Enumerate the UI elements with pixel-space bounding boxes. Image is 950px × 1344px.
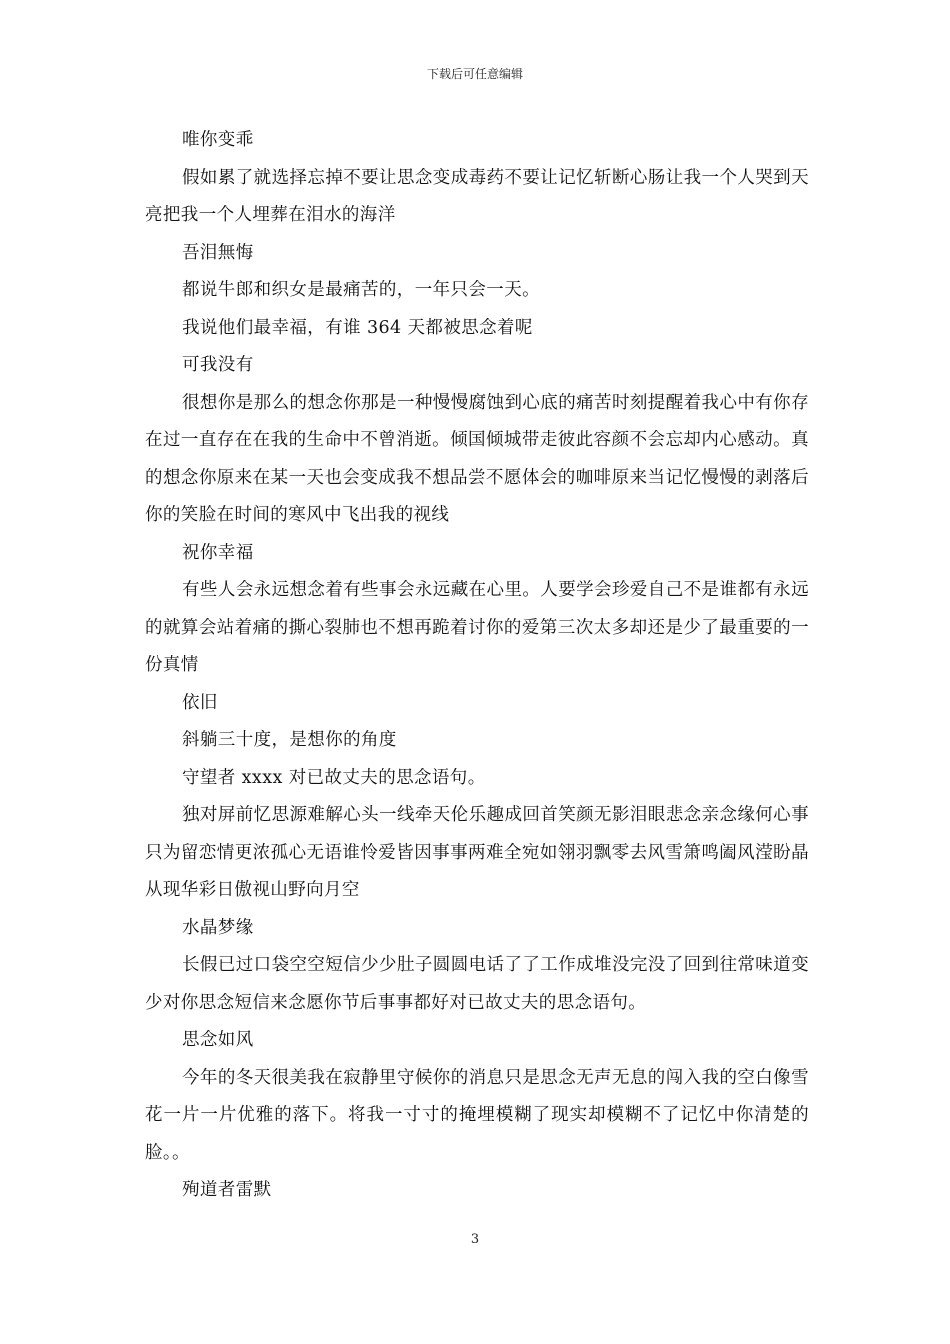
paragraph: 吾泪無悔 <box>182 242 254 263</box>
document-body <box>145 122 809 1210</box>
paragraph: 假如累了就选择忘掉不要让思念变成毒药不要让记忆斩断心肠让我一个人哭到天亮把我一个人埋葬在泪水的海洋 <box>145 167 809 225</box>
paragraph: 唯你变乖 <box>182 130 254 150</box>
paragraph: 我说他们最幸福，有谁 364 天都被思念着呢 <box>182 317 533 338</box>
paragraph: 依旧 <box>182 692 218 713</box>
paragraph: 可我没有 <box>182 355 254 375</box>
paragraph: 很想你是那么的想念你那是一种慢慢腐蚀到心底的痛苦时刻提醒着我心中有你存在过一直存在在我的生命中不曾消逝。倾国倾城带走彼此容颜不会忘却内心感动。真的想念你原来在某一天也会变成我不想品尝不愿体会的咖啡原来当记忆慢慢的剥落后你的笑脸在时间的寒风中飞出我的视线 <box>145 392 809 525</box>
paragraph: 今年的冬天很美我在寂静里守候你的消息只是思念无声无息的闯入我的空白像雪花一片一片优雅的落下。将我一寸寸的掩埋模糊了现实却模糊不了记忆中你清楚的脸。。 <box>145 1067 809 1163</box>
paragraph: 有些人会永远想念着有些事会永远藏在心里。人要学会珍爱自己不是谁都有永远的就算会站着痛的撕心裂肺也不想再跪着讨你的爱第三次太多却还是少了最重要的一份真情 <box>145 580 809 675</box>
paragraph: 水晶梦缘 <box>182 917 254 938</box>
paragraph: 思念如风 <box>182 1030 254 1050</box>
paragraph: 斜躺三十度，是想你的角度 <box>182 730 397 750</box>
page-header: 下载后可任意编辑 <box>426 67 523 81</box>
paragraph: 都说牛郎和织女是最痛苦的，一年只会一天。 <box>182 280 540 300</box>
paragraph: 守望者 xxxx 对已故丈夫的思念语句。 <box>182 767 486 788</box>
paragraph: 独对屏前忆思源难解心头一线牵天伦乐趣成回首笑颜无影泪眼悲念亲念缘何心事只为留恋情更浓孤心无语谁怜爱皆因事事两难全宛如翎羽飘零去风雪箫鸣阖风滢盼晶从现华彩日傲视山野向月空 <box>145 805 809 900</box>
paragraph: 祝你幸福 <box>182 542 254 563</box>
paragraph: 殉道者雷默 <box>182 1180 272 1200</box>
page-number: 3 <box>470 1232 480 1247</box>
paragraph: 长假已过口袋空空短信少少肚子圆圆电话了了工作成堆没完没了回到往常味道变少对你思念短信来念愿你节后事事都好对已故丈夫的思念语句。 <box>145 955 809 1013</box>
